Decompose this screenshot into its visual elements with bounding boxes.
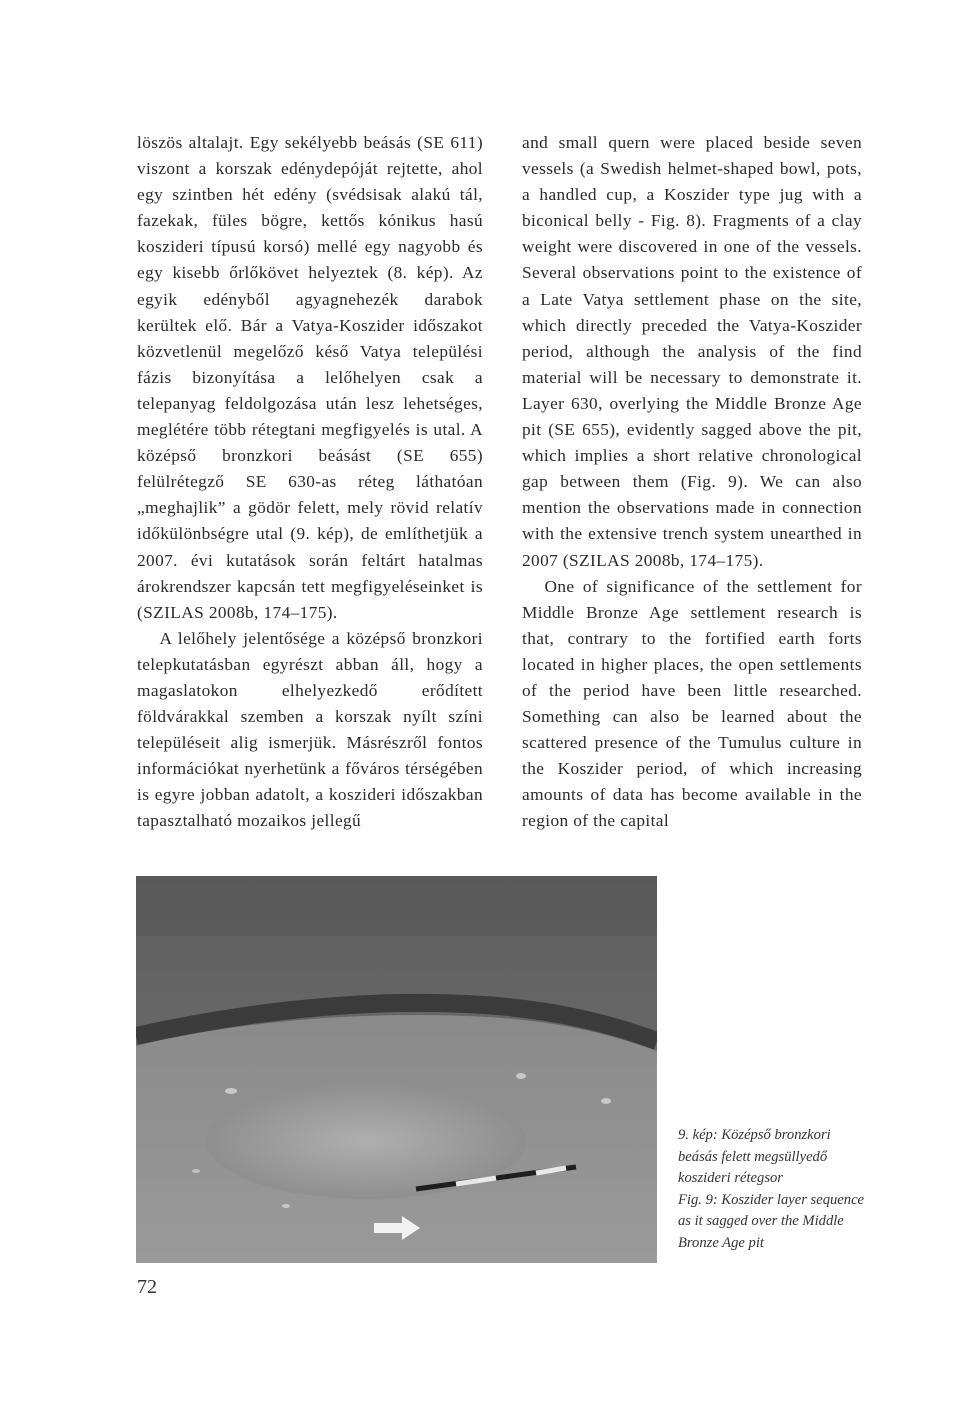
caption-hungarian-line-3: koszideri rétegsor [678, 1170, 783, 1186]
excavation-photo-graphic [136, 876, 657, 1263]
caption-english-line-3: Bronze Age pit [678, 1234, 764, 1251]
caption-hungarian-line-1: 9. kép: Középső bronzkori [678, 1127, 831, 1143]
left-paragraph-2: A lelőhely jelentősége a középső bronzkori telepkutatásban egyrészt abban áll, hogy a magaslatokon elhelyezkedő erődített földvárakkal szemben a korszak nyílt színi településeit alig ismerjük. Másrészről fontos információkat nyerhetünk a főváros térségében is egyre jobban adatolt, a koszideri időszakban tapasztalható mozaikos jellegű [137, 628, 483, 831]
figure-caption [678, 1125, 878, 1254]
page-number: 72 [137, 1276, 157, 1298]
caption-english-line-1: Fig. 9: Koszider layer sequence [678, 1191, 865, 1208]
excavation-photo [136, 876, 657, 1263]
right-paragraph-2: One of significance of the settlement for Middle Bronze Age settlement research is that, contrary to the fortified earth forts located in higher places, the open settlements of the period have been little researched. Something can also be learned about the scattered presence of the Tumulus culture in the Koszider period, of which increasing amounts of data has become available in the region of the capital [522, 576, 862, 831]
right-paragraph-1: and small quern were placed beside seven vessels (a Swedish helmet-shaped bowl, pots, a handled cup, a Koszider type jug with a biconical belly - Fig. 8). Fragments of a clay weight were discovered in one of the vessels. Several observations point to the existence of a Late Vatya settlement phase on the site, which directly preceded the Vatya-Koszider period, although the analysis of the find material will be necessary to demonstrate it. Layer 630, overlying the Middle Bronze Age pit (SE 655), evidently sagged above the pit, which implies a short relative chronological gap between them (Fig. 9). We can also mention the observations made in connection with the extensive trench system unearthed in 2007 (SZILAS 2008b, 174–175). [522, 133, 862, 570]
left-paragraph-1: löszös altalajt. Egy sekélyebb beásás (SE 611) viszont a korszak edénydepóját rejtette, ahol egy szintben hét edény (svédsisak alakú tál, fazekak, füles bögre, kettős kónikus hasú koszideri típusú korsó) mellé egy nagyobb és egy kisebb őrlőkövet helyeztek (8. kép). Az egyik edényből agyagnehezék darabok kerültek elő. Bár a Vatya-Koszider időszakot közvetlenül megelőző késő Vatya települési fázis bizonyítása a lelőhelyen csak a telepanyag feldolgozása után lesz lehetséges, meglétére több rétegtani megfigyelés is utal. A középső bronzkori beásást (SE 655) felülrétegző SE 630-as réteg láthatóan „meghajlik” a gödör felett, mely rövid relatív időkülönbségre utal (9. kép), de említhetjük a 2007. évi kutatások során feltárt hatalmas árokrendszer kapcsán tett megfigyeléseinket is (SZILAS 2008b, 174–175). [137, 133, 483, 622]
caption-english-line-2: as it sagged over the Middle [678, 1213, 844, 1229]
caption-hungarian-line-2: beásás felett megsüllyedő [678, 1148, 828, 1165]
right-text-column [522, 130, 862, 835]
left-text-column [137, 130, 483, 835]
